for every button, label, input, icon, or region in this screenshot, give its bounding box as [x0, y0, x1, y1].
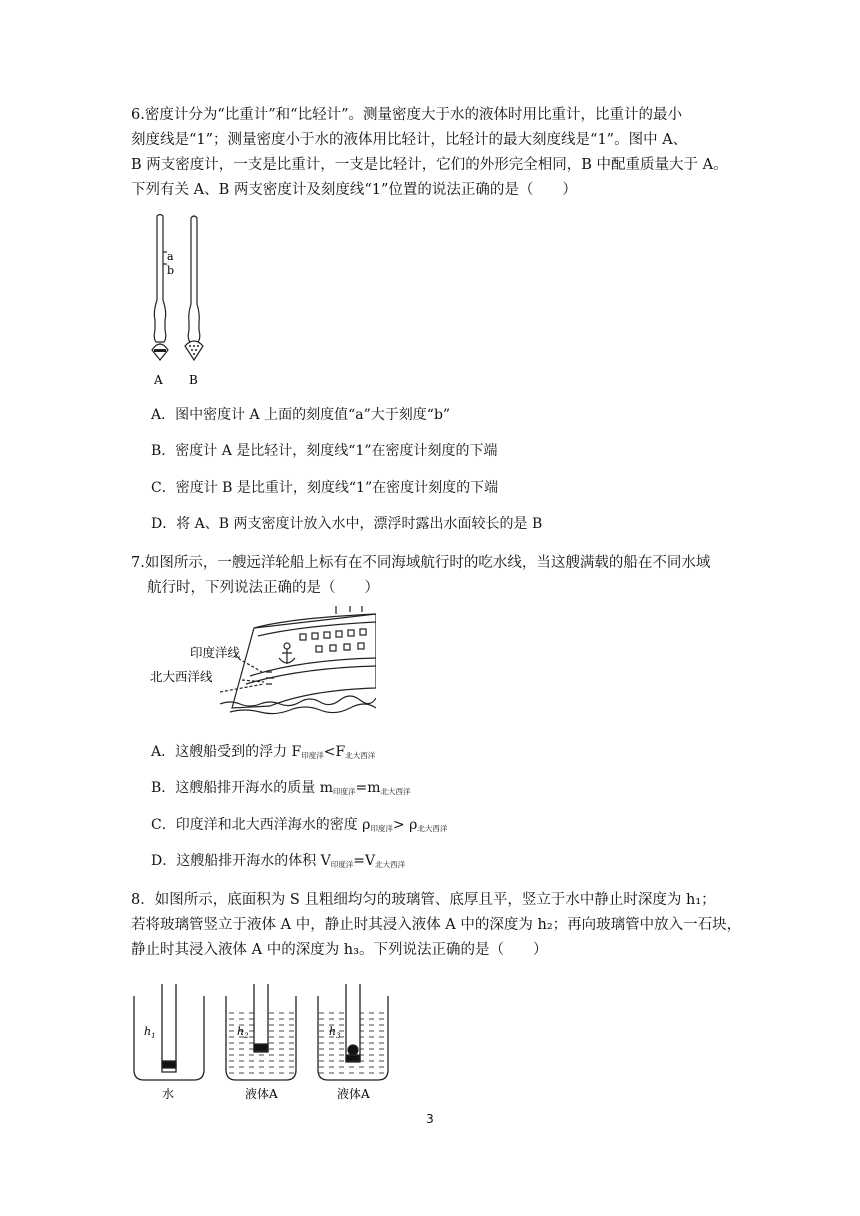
q6-line-1: 6.密度计分为“比重计”和“比轻计”。测量密度大于水的液体时用比重计，比重计的最小 — [131, 107, 682, 123]
question-8-stem — [131, 888, 741, 963]
ship-figure — [150, 606, 376, 718]
hydrometer-a — [152, 215, 168, 361]
hydrometer-a-name: A — [154, 373, 163, 387]
label-h2: $h_2$ — [237, 1025, 249, 1040]
q7-d-op: =V — [353, 853, 376, 869]
glass-tube-figure — [128, 980, 404, 1104]
ship-label-indian: 印度洋线 — [190, 645, 241, 660]
q7-d-sub2: 北大西洋 — [375, 860, 406, 869]
q7-c-text: C．印度洋和北大西洋海水的密度 ρ — [151, 817, 371, 833]
q7-option-d — [151, 851, 405, 875]
q7-a-text: A．这艘船受到的浮力 F — [151, 744, 302, 760]
question-6-stem — [131, 103, 741, 203]
page-number: 3 — [426, 1112, 434, 1126]
q7-line-2: 航行时，下列说法正确的是（ ） — [147, 580, 379, 596]
q7-b-sub1: 印度洋 — [333, 787, 356, 796]
q6-line-2: 刻度线是“1”；测量密度小于水的液体用比轻计，比轻计的最大刻度线是“1”。图中 A、 — [131, 132, 688, 148]
q7-b-sub2: 北大西洋 — [380, 787, 411, 796]
q8-line-3: 静止时其浸入液体 A 中的深度为 h₃。下列说法正确的是（ ） — [131, 942, 548, 958]
q7-a-sub1: 印度洋 — [301, 751, 324, 760]
q8-line-1: 8．如图所示，底面积为 S 且粗细均匀的玻璃管、底厚且平，竖立于水中静止时深度为 h₁； — [131, 892, 716, 908]
hydrometer-figure — [140, 212, 220, 392]
q6-option-b: B．密度计 A 是比轻计，刻度线“1”在密度计刻度的下端 — [151, 443, 498, 459]
q6-option-c: C．密度计 B 是比重计，刻度线“1”在密度计刻度的下端 — [151, 480, 499, 496]
q7-option-a — [151, 742, 375, 766]
q7-b-op: =m — [355, 780, 381, 796]
q7-d-text: D．这艘船排开海水的体积 V — [151, 853, 331, 869]
q6-option-d: D．将 A、B 两支密度计放入水中，漂浮时露出水面较长的是 B — [151, 516, 543, 532]
q7-b-text: B．这艘船排开海水的质量 m — [151, 780, 334, 796]
q7-c-op: > ρ — [392, 817, 418, 833]
hydrometer-b-name: B — [189, 373, 198, 387]
q6-line-4: 下列有关 A、B 两支密度计及刻度线“1”位置的说法正确的是（ ） — [131, 182, 577, 198]
q7-d-sub1: 印度洋 — [330, 860, 354, 869]
caption-liquid-a-2: 液体A — [337, 1087, 370, 1101]
ship-label-atlantic: 北大西洋线 — [150, 669, 213, 684]
label-h1: $h_1$ — [144, 1025, 156, 1040]
question-7-stem — [131, 551, 741, 601]
q7-option-b — [151, 778, 411, 802]
hydrometer-a-label-a: a — [167, 250, 174, 263]
hydrometer-b — [185, 216, 203, 360]
label-h3: $h_3$ — [329, 1025, 341, 1040]
q8-line-2: 若将玻璃管竖立于液体 A 中，静止时其浸入液体 A 中的深度为 h₂；再向玻璃管中放入一石块， — [131, 917, 742, 933]
q7-c-sub2: 北大西洋 — [417, 824, 448, 833]
q7-a-op: <F — [323, 744, 346, 760]
q7-a-sub2: 北大西洋 — [345, 751, 376, 760]
q6-option-a: A．图中密度计 A 上面的刻度值“a”大于刻度“b” — [151, 407, 451, 423]
q7-line-1: 7.如图所示，一艘远洋轮船上标有在不同海域航行时的吃水线，当这艘满载的船在不同水域 — [131, 555, 711, 571]
q6-line-3: B 两支密度计，一支是比重计，一支是比轻计，它们的外形完全相同，B 中配重质量大于 A。 — [131, 157, 728, 173]
hydrometer-a-label-b: b — [167, 264, 175, 277]
q7-option-c — [151, 815, 447, 839]
caption-liquid-a-1: 液体A — [245, 1087, 278, 1101]
q7-c-sub1: 印度洋 — [370, 824, 393, 833]
caption-water: 水 — [162, 1087, 175, 1101]
